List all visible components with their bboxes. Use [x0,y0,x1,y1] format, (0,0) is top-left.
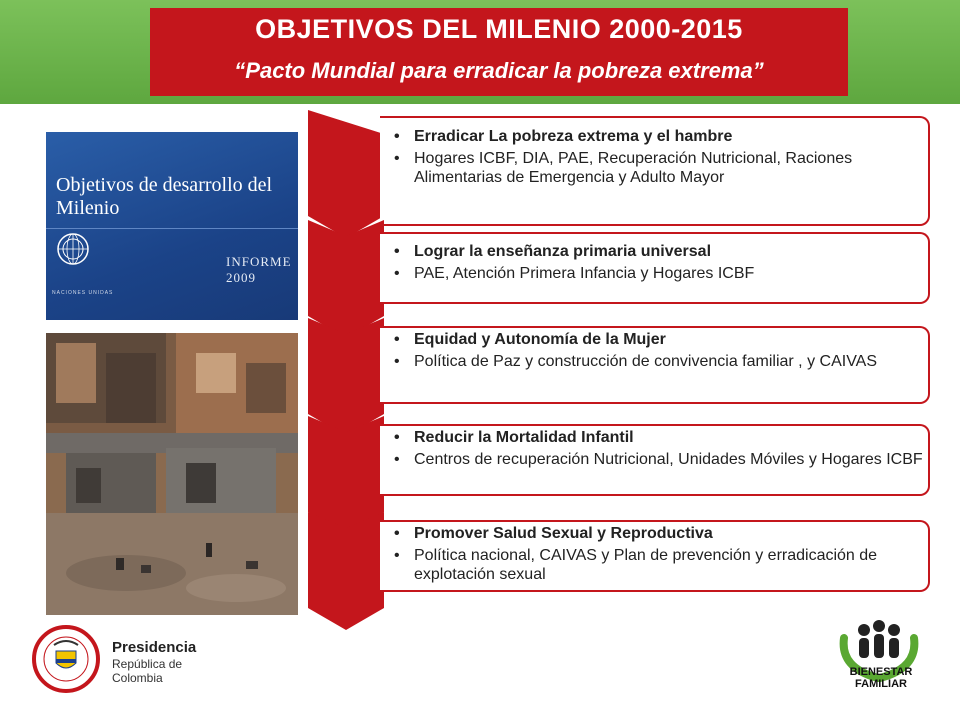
objective-card-2 [380,232,930,304]
objective-card-5 [380,520,930,592]
report-org-label: NACIONES UNIDAS [52,290,114,296]
slum-photo [46,333,298,615]
objective-heading-4: • Reducir la Mortalidad Infantil [414,428,928,447]
title-box [150,8,848,96]
objective-number-5: 5 [31,562,45,587]
objective-card-4 [380,424,930,496]
report-year-label: INFORME 2009 [226,254,292,285]
objective-heading-3: • Equidad y Autonomía de la Mujer [414,330,928,349]
objective-heading-1: • Erradicar La pobreza extrema y el hambre [414,127,928,146]
objective-detail-5: • Política nacional, CAIVAS y Plan de prevención y erradicación de explotación sexual [414,546,928,584]
report-divider [46,228,298,229]
page-subtitle: “Pacto Mundial para erradicar la pobreza extrema” [234,58,764,83]
objective-arrow-5 [308,512,384,630]
icbf-bienestar-label: BIENESTAR [849,666,913,678]
objective-heading-5: • Promover Salud Sexual y Reproductiva [414,524,928,543]
objective-number-3: 3 [31,368,45,393]
un-emblem-icon [56,232,90,266]
presidencia-logo [28,623,234,693]
page-title: OBJETIVOS DEL MILENIO 2000-2015 [255,14,743,44]
objective-detail-2: • PAE, Atención Primera Infancia y Hogares ICBF [414,264,928,283]
objective-detail-1: • Hogares ICBF, DIA, PAE, Recuperación Nutricional, Raciones Alimentarias de Emergencia y Adulto Mayor [414,149,928,187]
objective-number-4: 4 [31,466,45,491]
un-report-cover-image [46,132,298,320]
icbf-familiar-label: FAMILIAR [855,678,907,690]
colombia-seal-icon [32,625,100,693]
objective-arrow-1 [308,110,384,238]
objective-detail-3: • Política de Paz y construcción de convivencia familiar , y CAIVAS [414,352,928,371]
objective-card-3 [380,326,930,404]
presidencia-label: Presidencia [112,639,197,656]
objective-number-1: 1 [31,172,45,197]
republica-label: República de Colombia [112,657,183,685]
objective-number-2: 2 [31,272,45,297]
objective-heading-2: • Lograr la enseñanza primaria universal [414,242,928,261]
icbf-label [836,666,926,690]
report-title: Objetivos de desarrollo del Milenio [56,174,273,219]
objective-card-1 [380,116,930,226]
objective-detail-4: • Centros de recuperación Nutricional, Unidades Móviles y Hogares ICBF [414,450,928,469]
